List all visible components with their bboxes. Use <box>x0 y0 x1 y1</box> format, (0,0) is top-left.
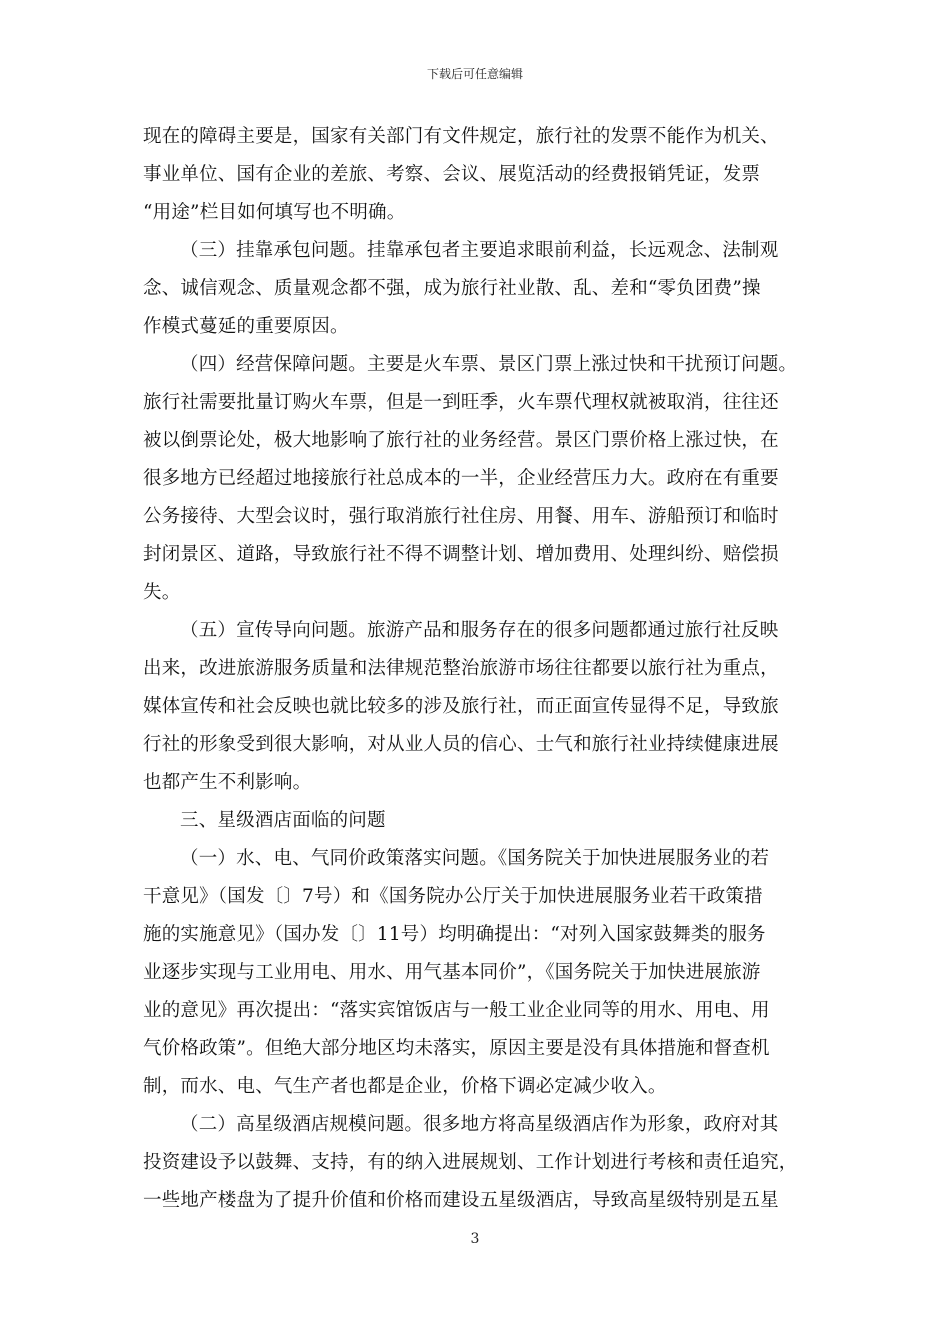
text-line: 封闭景区、道路，导致旅行社不得不调整计划、增加费用、处理纠纷、赔偿损 <box>143 544 779 565</box>
text-line: 事业单位、国有企业的差旅、考察、会议、展览活动的经费报销凭证，发票 <box>143 164 761 185</box>
text-line: 旅行社需要批量订购火车票，但是一到旺季，火车票代理权就被取消，往往还 <box>143 392 779 413</box>
text-line: 行社的形象受到很大影响，对从业人员的信心、士气和旅行社业持续健康进展 <box>143 734 779 755</box>
text-line: 很多地方已经超过地接旅行社总成本的一半，企业经营压力大。政府在有重要 <box>143 468 779 489</box>
text-line: 干意见》（国发〔〕7号）和《国务院办公厅关于加快进展服务业若干政策措 <box>143 886 763 907</box>
text-line: 念、诚信观念、质量观念都不强，成为旅行社业散、乱、差和“零负团费”操 <box>143 278 761 299</box>
text-line: （四）经营保障问题。主要是火车票、景区门票上涨过快和干扰预订问题。 <box>180 354 798 375</box>
text-line: （三）挂靠承包问题。挂靠承包者主要追求眼前利益，长远观念、法制观 <box>180 240 779 261</box>
text-line: 业的意见》再次提出：“落实宾馆饭店与一般工业企业同等的用水、用电、用 <box>143 1000 770 1021</box>
text-line: 一些地产楼盘为了提升价值和价格而建设五星级酒店，导致高星级特别是五星 <box>143 1190 779 1211</box>
page-header: 下载后可任意编辑 <box>426 67 523 81</box>
text-line: （五）宣传导向问题。旅游产品和服务存在的很多问题都通过旅行社反映 <box>180 620 779 641</box>
text-line: 现在的障碍主要是，国家有关部门有文件规定，旅行社的发票不能作为机关、 <box>143 126 779 147</box>
text-line: 作模式蔓延的重要原因。 <box>143 316 349 337</box>
text-line: 制，而水、电、气生产者也都是企业，价格下调必定减少收入。 <box>143 1076 667 1097</box>
text-line: 媒体宣传和社会反映也就比较多的涉及旅行社，而正面宣传显得不足，导致旅 <box>143 696 779 717</box>
text-line: “用途”栏目如何填写也不明确。 <box>143 202 406 223</box>
text-line: （二）高星级酒店规模问题。很多地方将高星级酒店作为形象，政府对其 <box>180 1114 779 1135</box>
text-line: 施的实施意见》（国办发〔〕11号）均明确提出：“对列入国家鼓舞类的服务 <box>143 924 766 945</box>
text-line: 出来，改进旅游服务质量和法律规范整治旅游市场往往都要以旅行社为重点， <box>143 658 779 679</box>
text-line: 公务接待、大型会议时，强行取消旅行社住房、用餐、用车、游船预订和临时 <box>143 506 779 527</box>
document-body <box>143 118 813 1220</box>
text-line: 三、星级酒店面临的问题 <box>180 810 386 831</box>
text-line: 业逐步实现与工业用电、用水、用气基本同价”，《国务院关于加快进展旅游 <box>143 962 761 983</box>
text-line: （一）水、电、气同价政策落实问题。《国务院关于加快进展服务业的若 <box>180 848 770 869</box>
text-line: 投资建设予以鼓舞、支持，有的纳入进展规划、工作计划进行考核和责任追究， <box>143 1152 798 1173</box>
text-line: 失。 <box>143 582 181 603</box>
text-line: 也都产生不利影响。 <box>143 772 312 793</box>
text-line: 气价格政策”。但绝大部分地区均未落实，原因主要是没有具体措施和督查机 <box>143 1038 770 1059</box>
text-line: 被以倒票论处，极大地影响了旅行社的业务经营。景区门票价格上涨过快，在 <box>143 430 779 451</box>
page-number: 3 <box>470 1231 480 1247</box>
